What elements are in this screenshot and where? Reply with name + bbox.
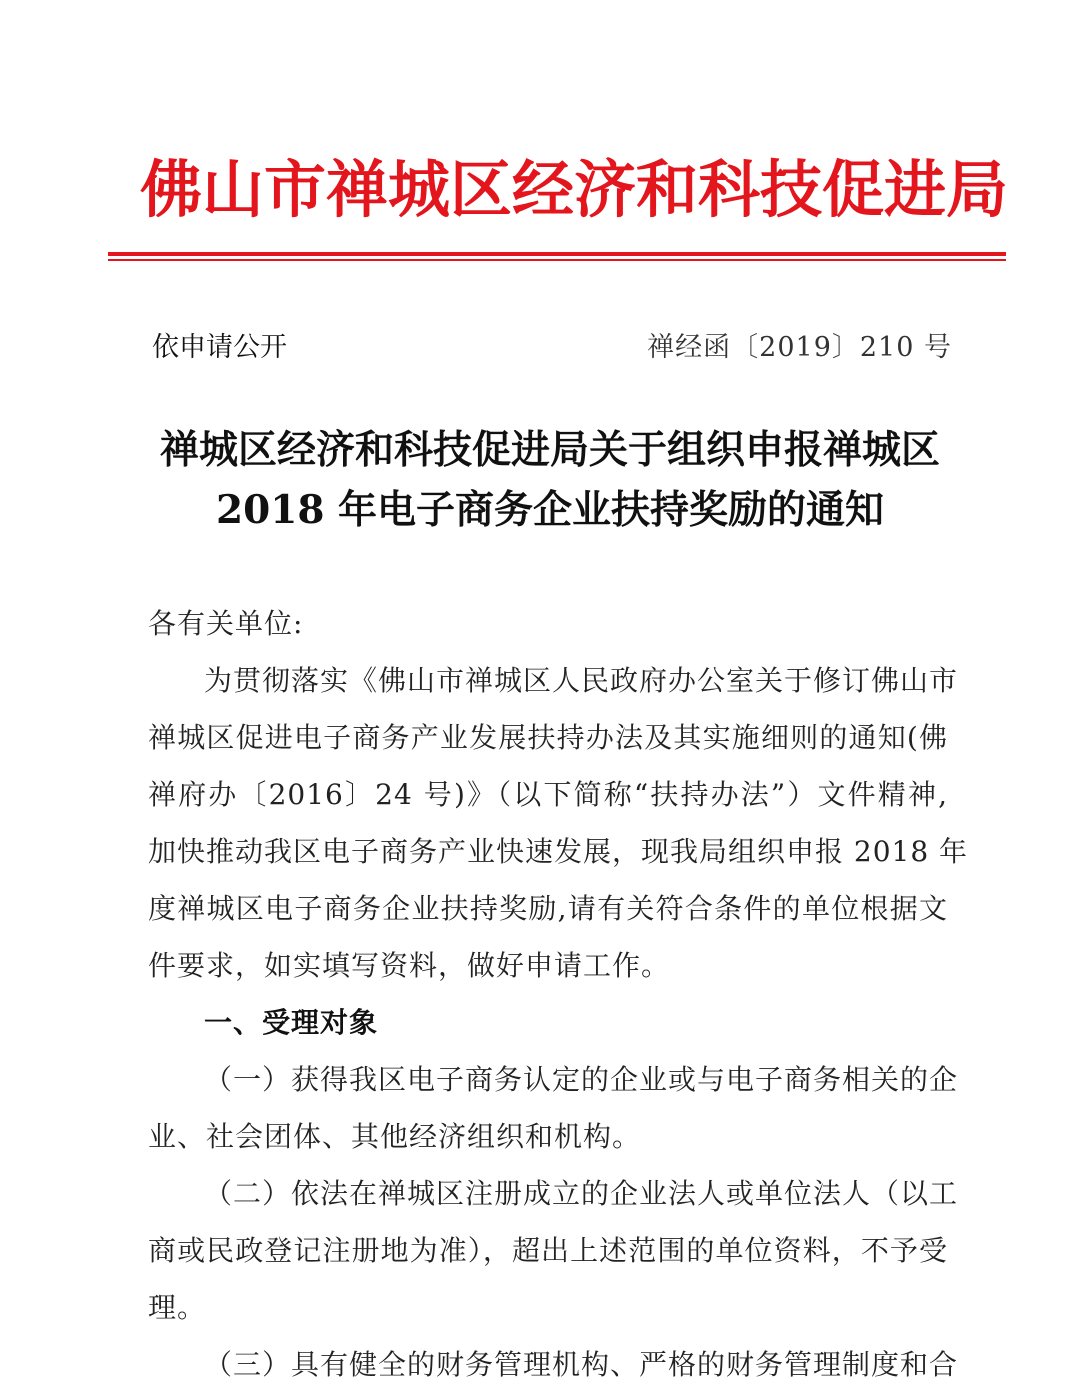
paragraph-line: 为贯彻落实《佛山市禅城区人民政府办公室关于修订佛山市 [204, 664, 959, 697]
document-title-line: 禅城区经济和科技促进局关于组织申报禅城区 [159, 427, 940, 473]
document-title-line: 2018 年电子商务企业扶持奖励的通知 [215, 487, 885, 533]
document-title [110, 420, 990, 540]
paragraph-line: 件要求，如实填写资料，做好申请工作。 [148, 949, 671, 982]
paragraph-line: 加快推动我区电子商务产业快速发展，现我局组织申报 2018 年 [148, 835, 969, 868]
document-number: 禅经函〔2019〕210 号 [647, 332, 952, 363]
masthead-title: 佛山市禅城区经济和科技促进局 [140, 153, 1009, 226]
list-item-line: 商或民政登记注册地为准），超出上述范围的单位资料，不予受 [148, 1234, 948, 1267]
masthead-rule-thin [108, 259, 1006, 261]
list-item-line: （一）获得我区电子商务认定的企业或与电子商务相关的企 [204, 1063, 959, 1096]
list-item-line: 理。 [148, 1291, 207, 1324]
document-body [148, 595, 969, 1393]
section-heading: 一、受理对象 [204, 1006, 379, 1039]
salutation: 各有关单位: [148, 607, 304, 640]
list-item-line: 业、社会团体、其他经济组织和机构。 [148, 1120, 642, 1153]
paragraph-line: 禅城区促进电子商务产业发展扶持办法及其实施细则的通知(佛 [148, 721, 948, 754]
disclosure-label: 依申请公开 [152, 332, 287, 363]
paragraph-line: 度禅城区电子商务企业扶持奖励,请有关符合条件的单位根据文 [148, 892, 948, 925]
paragraph-line: 禅府办〔2016〕24 号)》（以下简称“扶持办法”）文件精神, [148, 778, 948, 811]
masthead-rule-thick [108, 252, 1006, 256]
list-item-line: （三）具有健全的财务管理机构、严格的财务管理制度和合 [204, 1348, 959, 1381]
list-item-line: （二）依法在禅城区注册成立的企业法人或单位法人（以工 [204, 1177, 959, 1210]
